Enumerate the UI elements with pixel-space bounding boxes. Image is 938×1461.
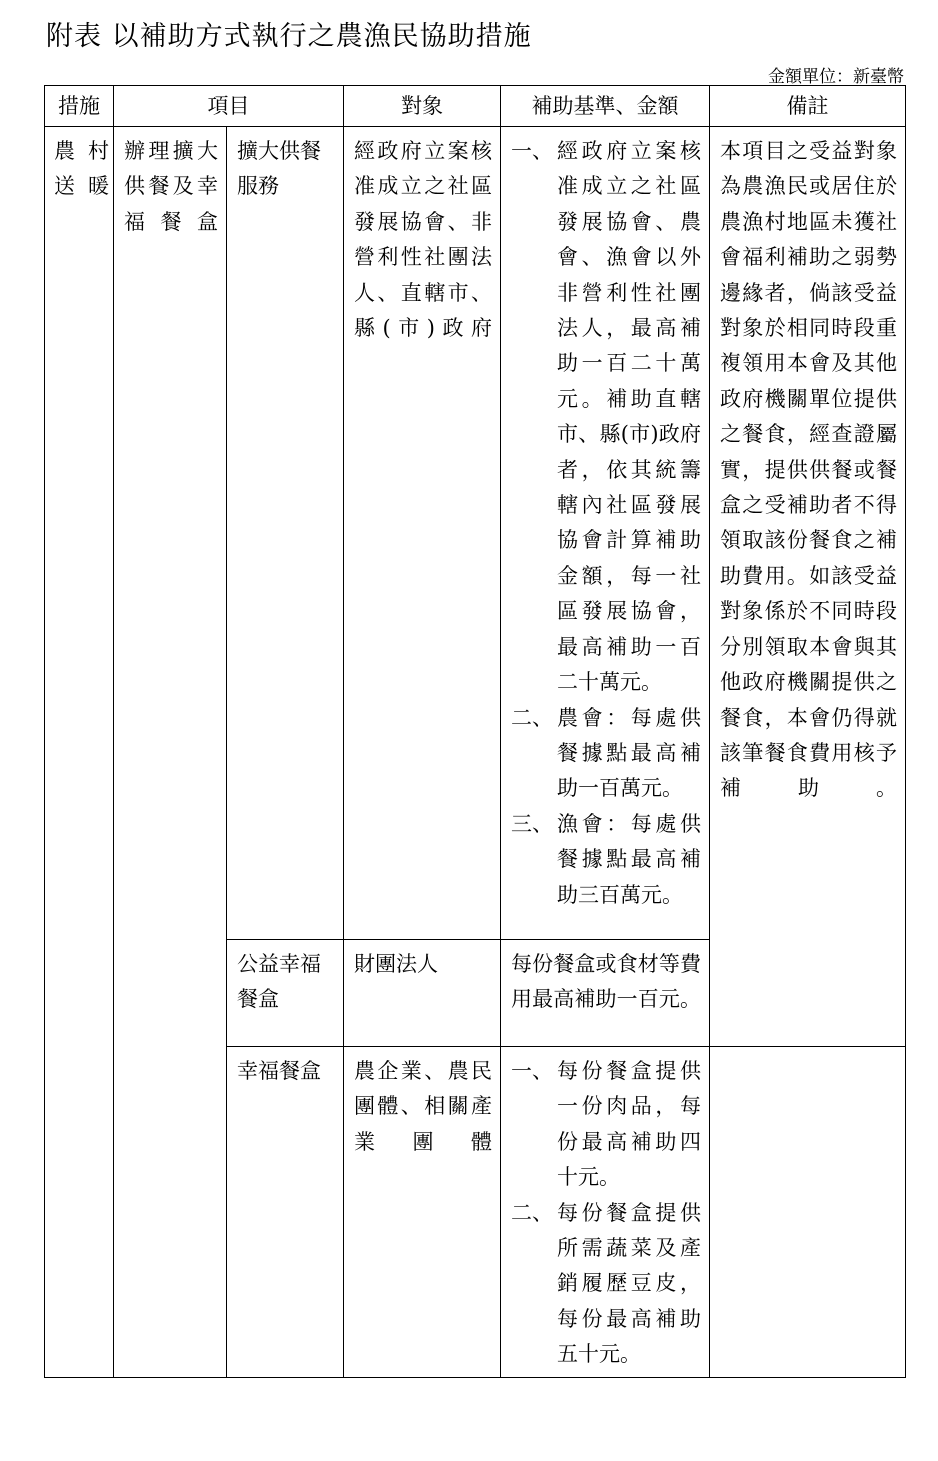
target-cell: 農企業、農民團體、相關產業團體	[344, 1047, 501, 1378]
measure-cell: 農村送暖	[45, 127, 114, 1378]
standard-cell	[501, 127, 710, 940]
standard-cell	[501, 1047, 710, 1378]
header-item: 項目	[114, 86, 344, 127]
item-main-cell: 辦理擴大供餐及幸福餐盒	[114, 127, 227, 1378]
header-standard: 補助基準、金額	[501, 86, 710, 127]
list-item: 三、 漁會：每處供餐據點最高補助三百萬元。	[511, 811, 701, 907]
sub-item-cell: 擴大供餐服務	[227, 127, 344, 940]
list-item: 一、 每份餐盒提供一份肉品，每份最高補助四十元。	[511, 1059, 701, 1190]
remark-cell-empty	[710, 1047, 906, 1378]
target-cell: 財團法人	[344, 940, 501, 1047]
page-title: 附表 以補助方式執行之農漁民協助措施	[46, 21, 532, 52]
target-cell: 經政府立案核准成立之社區發展協會、非營利性社團法人、直轄市、縣(市)政府	[344, 127, 501, 940]
table-header-row	[45, 86, 906, 127]
sub-item-cell: 幸福餐盒	[227, 1047, 344, 1378]
header-target: 對象	[344, 86, 501, 127]
sub-item-cell: 公益幸福餐盒	[227, 940, 344, 1047]
list-item: 二、 每份餐盒提供所需蔬菜及產銷履歷豆皮，每份最高補助五十元。	[511, 1200, 701, 1367]
list-item: 二、 農會：每處供餐據點最高補助一百萬元。	[511, 705, 701, 801]
table-row	[45, 127, 906, 940]
header-remark: 備註	[710, 86, 906, 127]
standard-cell: 每份餐盒或食材等費用最高補助一百元。	[501, 940, 710, 1047]
subsidy-table	[44, 85, 906, 1378]
currency-unit-note: 金額單位：新臺幣	[768, 67, 904, 87]
remark-cell: 本項目之受益對象為農漁民或居住於農漁村地區未獲社會福利補助之弱勢邊緣者，倘該受益對象於相同時段重複領用本會及其他政府機關單位提供之餐食，經查證屬實，提供供餐或餐盒之受補助者不得領取該份餐食之補助費用。如該受益對象係於不同時段分別領取本會與其他政府機關提供之餐食，本會仍得就該筆餐食費用核予補助。	[710, 127, 906, 1047]
header-measure: 措施	[45, 86, 114, 127]
list-item: 一、 經政府立案核准成立之社區發展協會、農會、漁會以外非營利性社團法人，最高補助一百二十萬元。補助直轄市、縣(市)政府者，依其統籌轄內社區發展協會計算補助金額，每一社區發展協會，最高補助一百二十萬元。	[511, 139, 701, 695]
